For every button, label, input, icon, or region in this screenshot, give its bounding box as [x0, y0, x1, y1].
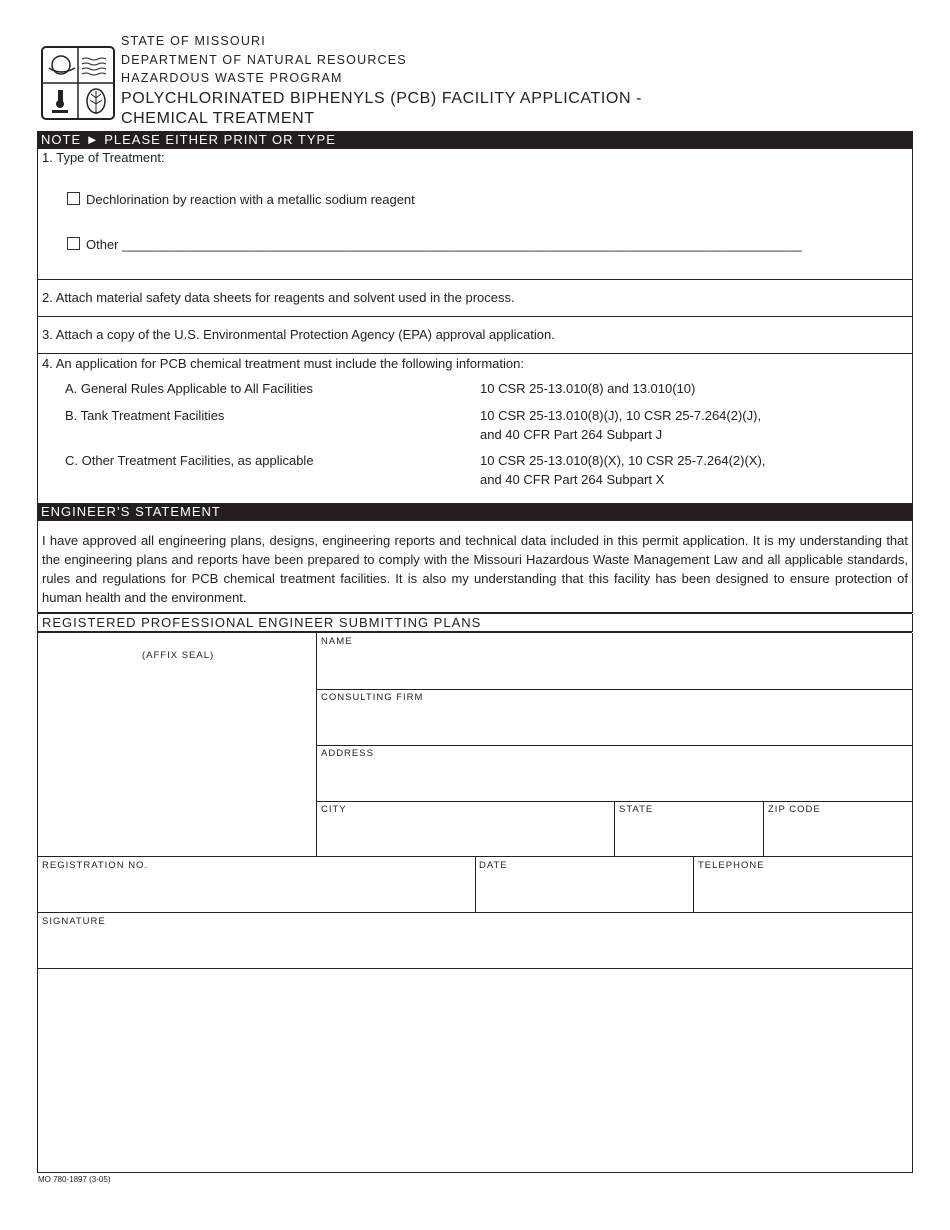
reg-header: REGISTERED PROFESSIONAL ENGINEER SUBMITTING PLANS [42, 615, 482, 630]
form-title-line1: POLYCHLORINATED BIPHENYLS (PCB) FACILITY APPLICATION - [121, 90, 643, 107]
other-checkbox[interactable] [67, 237, 80, 250]
signature-label: SIGNATURE [42, 916, 106, 927]
zip-code-label: ZIP CODE [768, 804, 821, 815]
item1-label: 1. Type of Treatment: [42, 150, 165, 165]
registration-no-label: REGISTRATION NO. [42, 860, 149, 871]
date-label: DATE [479, 860, 508, 871]
missouri-dnr-logo-icon [41, 46, 115, 120]
telephone-label: TELEPHONE [698, 860, 765, 871]
dechlorination-label: Dechlorination by reaction with a metallic sodium reagent [86, 192, 415, 207]
item4-row-b-name: B. Tank Treatment Facilities [65, 408, 225, 423]
divider [37, 968, 912, 969]
header-program: HAZARDOUS WASTE PROGRAM [121, 71, 343, 85]
item3-text: 3. Attach a copy of the U.S. Environmental Protection Agency (EPA) approval application. [42, 327, 555, 342]
item4-row-c-ref1: 10 CSR 25-13.010(8)(X), 10 CSR 25-7.264(2)(X), [480, 453, 766, 468]
option-other[interactable] [67, 237, 802, 252]
item2-text: 2. Attach material safety data sheets for reagents and solvent used in the process. [42, 290, 515, 305]
item4-row-a-ref: 10 CSR 25-13.010(8) and 13.010(10) [480, 381, 696, 396]
address-field[interactable] [317, 746, 911, 801]
dechlorination-checkbox[interactable] [67, 192, 80, 205]
item4-row-b-ref2: and 40 CFR Part 264 Subpart J [480, 427, 663, 442]
city-label: CITY [321, 804, 347, 815]
item4-section [37, 354, 913, 504]
item4-label: 4. An application for PCB chemical treatment must include the following information: [42, 356, 524, 371]
name-field[interactable] [317, 633, 911, 689]
item4-row-c-ref2: and 40 CFR Part 264 Subpart X [480, 472, 665, 487]
option-dechlorination[interactable] [67, 192, 415, 207]
date-field[interactable] [476, 857, 693, 912]
header-state: STATE OF MISSOURI [121, 34, 266, 48]
item1-section [37, 149, 913, 280]
item4-row-c-name: C. Other Treatment Facilities, as applicable [65, 453, 314, 468]
other-label: Other ______________________________________________________________________________________________ [86, 237, 802, 252]
engineer-statement-text: I have approved all engineering plans, designs, engineering reports and technical data included in this permit application. It is my understanding that the engineering plans and reports have been prepared to comply with the Missouri Hazardous Waste Management Law and all applicable standards, rules and regulations for PCB chemical treatment facilities. It is also my understanding that this facility has been designed to ensure protection of human health and the environment. [42, 533, 908, 605]
note-bar: NOTE ► PLEASE EITHER PRINT OR TYPE [37, 131, 913, 149]
consulting-firm-label: CONSULTING FIRM [321, 692, 424, 703]
engineer-statement-bar: ENGINEER’S STATEMENT [37, 503, 913, 521]
affix-seal-label: (AFFIX SEAL) [142, 650, 215, 661]
address-label: ADDRESS [321, 748, 374, 759]
form-number: MO 780-1897 (3-05) [38, 1175, 111, 1184]
form-title-line2: CHEMICAL TREATMENT [121, 110, 315, 127]
state-label: STATE [619, 804, 654, 815]
city-field[interactable] [317, 802, 614, 856]
name-label: NAME [321, 636, 353, 647]
header-department: DEPARTMENT OF NATURAL RESOURCES [121, 53, 407, 67]
item4-row-a-name: A. General Rules Applicable to All Facilities [65, 381, 313, 396]
item4-row-b-ref1: 10 CSR 25-13.010(8)(J), 10 CSR 25-7.264(2)(J), [480, 408, 762, 423]
form-bottom-border [37, 1172, 912, 1173]
signature-field[interactable] [38, 913, 911, 968]
